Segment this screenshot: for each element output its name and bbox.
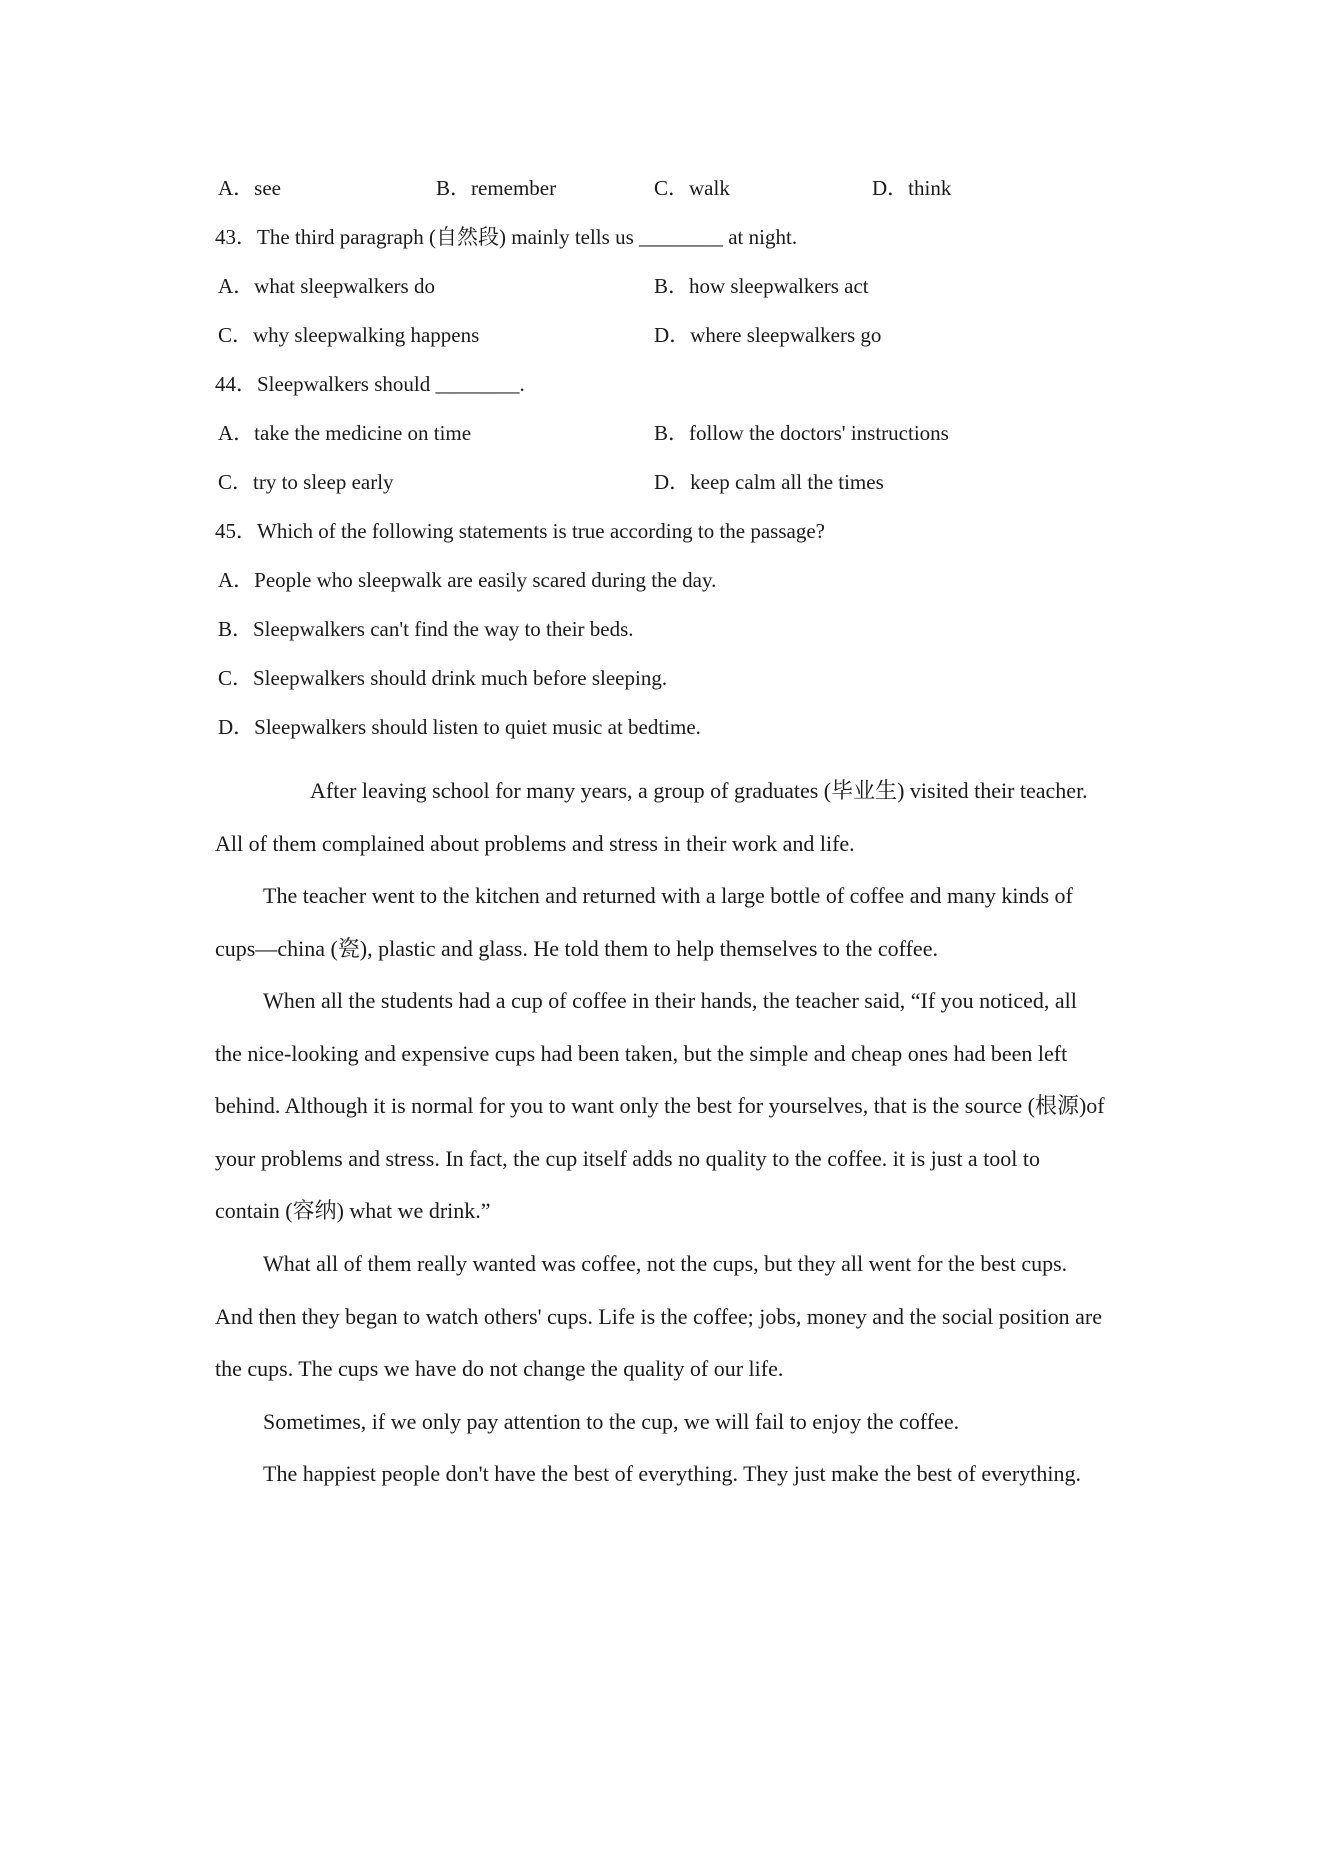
q45-option-d: D．Sleepwalkers should listen to quiet music at bedtime. [218,715,701,739]
q45-option-a: A．People who sleepwalk are easily scared during the day. [218,568,717,592]
passage-paragraph-3: When all the students had a cup of coffee in their hands, the teacher said, “If you noticed, all the nice-looking and expensive cups had been taken, but the simple and cheap ones had been left behind. Although it is normal for you to want only the best for yourselves, that is the source (根源)of your problems and stress. In fact, the cup itself adds no quality to the coffee. it is just a tool to contain (容纳) what we drink.” [215,988,1105,1223]
q43-option-a: A．what sleepwalkers do [218,274,435,298]
passage-paragraph-2: The teacher went to the kitchen and returned with a large bottle of coffee and many kinds of cups—china (瓷), plastic and glass. He told them to help themselves to the coffee. [215,883,1073,961]
q44-stem: 44．Sleepwalkers should ________. [215,372,525,396]
q44-option-d: D．keep calm all the times [654,470,884,494]
passage-paragraph-5: Sometimes, if we only pay attention to the cup, we will fail to enjoy the coffee. [263,1409,960,1434]
q43-option-c: C．why sleepwalking happens [218,323,480,347]
passage-paragraph-1: After leaving school for many years, a group of graduates (毕业生) visited their teacher. All of them complained about problems and stress in their work and life. [215,778,1088,856]
q44-option-b: B．follow the doctors' instructions [654,421,949,445]
q42-option-c: C．walk [654,176,730,200]
q43-stem: 43．The third paragraph (自然段) mainly tells us ________ at night. [215,225,798,249]
passage-paragraph-6: The happiest people don't have the best of everything. They just make the best of everything. [263,1461,1081,1486]
passage-paragraph-4: What all of them really wanted was coffee, not the cups, but they all went for the best cups. And then they began to watch others' cups. Life is the coffee; jobs, money and the social position are the cups. The cups we have do not change the quality of our life. [215,1251,1102,1381]
q42-option-b: B．remember [436,176,557,200]
q44-option-c: C．try to sleep early [218,470,394,494]
q42-option-a: A．see [218,176,281,200]
q42-option-d: D．think [872,176,952,200]
q45-stem: 45．Which of the following statements is true according to the passage? [215,519,825,543]
q44-option-a: A．take the medicine on time [218,421,472,445]
q43-option-b: B．how sleepwalkers act [654,274,869,298]
q45-option-c: C．Sleepwalkers should drink much before sleeping. [218,666,668,690]
q45-option-b: B．Sleepwalkers can't find the way to their beds. [218,617,634,641]
q43-option-d: D．where sleepwalkers go [654,323,882,347]
